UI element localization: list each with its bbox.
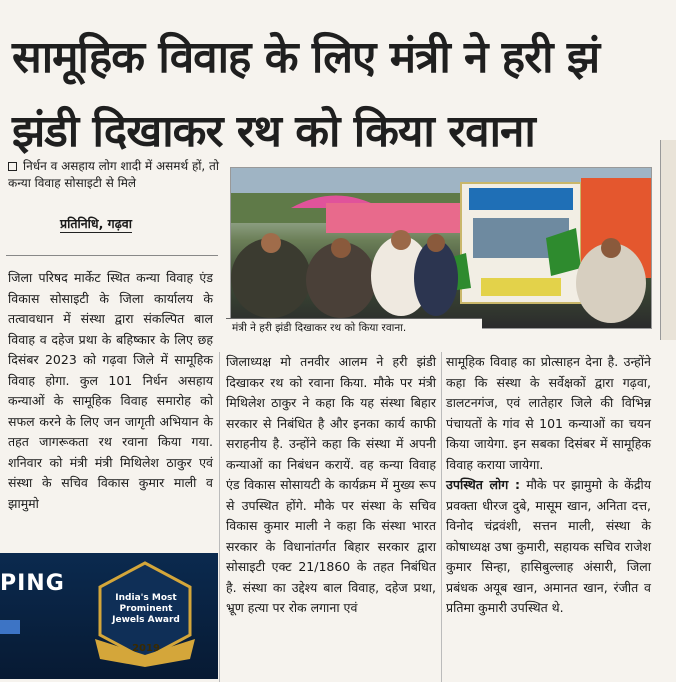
badge-line-2: Prominent <box>119 604 173 614</box>
badge-line-1: India's Most <box>115 593 177 603</box>
arrow-icon <box>0 620 20 634</box>
article-column-2: जिलाध्यक्ष मो तनवीर आलम ने हरी झंडी दिखाकर रथ को रवाना किया. मौके पर मंत्री मिथिलेश ठाकुर ने कहा कि यह संस्था बिहार सरकार से निबंधित है और इनका कार्य काफी सराहनीय है. उन्होंने कहा कि संस्था में अपनी कन्याओं का निबंधन करायें. वह कन्या विवाह एंड विकास सोसायटी के कार्यक्रम में मुख्य रूप से उपस्थित होंगे. मौके पर संस्था के सचिव विकास कुमार माली ने कहा कि संस्था भारत सरकार के विधानांतर्गत बिहार सरकार द्वारा सोसाइटी एक्ट 21/1860 के तहत निबंधित है. संस्था का उद्देश्य बाल विवाह, दहेज प्रथा, भ्रूण हत्या पर रोक लगाना एवं <box>226 354 436 615</box>
present-people-heading: उपस्थित लोग : <box>446 477 520 492</box>
bullet-square-icon <box>8 162 17 171</box>
badge-year: 2019 <box>132 643 160 654</box>
article-column-3 <box>446 352 651 619</box>
byline: प्रतिनिधि, गढ़वा <box>60 216 132 231</box>
headline-line-2: झंडी दिखाकर रथ को किया रवाना <box>12 106 535 157</box>
badge-title <box>96 593 196 626</box>
jewellery-advertisement <box>0 553 218 679</box>
adjacent-photo-edge <box>660 140 676 340</box>
photo-caption: मंत्री ने हरी झंडी दिखाकर रथ को किया रवाना. <box>226 318 482 337</box>
column-divider <box>441 352 442 682</box>
news-photo <box>230 167 652 329</box>
article-column-1: जिला परिषद मार्केट स्थित कन्या विवाह एंड विकास सोसाइटी के जिला कार्यालय के तत्वावधान में संस्था द्वारा संकल्पित बाल विवाह व दहेज प्रथा के बहिष्कार के लिए छह दिसंबर 2023 को गढ़वा जिले में सामूहिक विवाह होगा. कुल 101 निर्धन असहाय कन्याओं के सामूहिक विवाह समारोह को सफल करने के लिए जन जागृती अभियान के तहत जागरूकता रथ रवाना किया गया. शनिवार को मंत्री मंत्री मिथिलेश ठाकुर एवं संस्था के सचिव विकास कुमार माली व झामुमो <box>8 270 213 511</box>
ad-text: PING <box>0 571 65 596</box>
column3-text-b: मौके पर झामुमो के केंद्रीय प्रवक्ता धीरज दुबे, मासूम खान, अनिता दत्त, विनोद चंद्रवंशी, सत्तन माली, संस्था के कोषाध्यक्ष उषा कुमारी, सहायक सचिव राजेश कुमार सिन्हा, हासिबुल्लाह अंसारी, जिला प्रबंधक अयूब खान, अमानत खान, रंजीत व प्रतिमा कुमारी उपस्थित थे. <box>446 477 651 615</box>
crowd-truck-illustration <box>231 168 651 328</box>
divider <box>6 255 218 256</box>
headline-line-1: सामूहिक विवाह के लिए मंत्री ने हरी झं <box>12 32 600 83</box>
column-divider <box>219 352 220 682</box>
adjacent-article-strip <box>656 140 676 679</box>
highlight-text: निर्धन व असहाय लोग शादी में असमर्थ हों, तो कन्या विवाह सोसाइटी से मिले <box>8 159 220 190</box>
column3-text-a: सामूहिक विवाह का प्रोत्साहन देना है. उन्होंने कहा कि संस्था के सर्वेक्षकों द्वारा गढ़वा, डालटनगंज, एवं लातेहार जिले की विभिन्न पंचायतों के गांव से 101 कन्याओं का चयन किया जायेगा. इन सबका दिसंबर में सामूहिक विवाह कराया जायेगा. <box>446 354 651 472</box>
highlight-box <box>8 158 223 192</box>
badge-line-3: Jewels Award <box>112 615 180 625</box>
